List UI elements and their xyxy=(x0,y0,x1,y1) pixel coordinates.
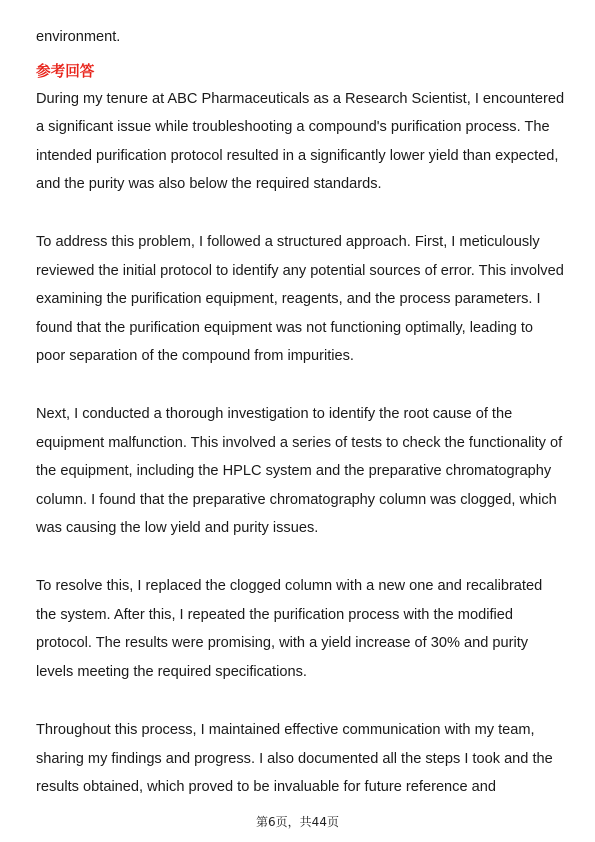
paragraph-line: equipment malfunction. This involved a series of tests to check the functionality of xyxy=(36,435,563,451)
paragraph-line: was causing the low yield and purity issues. xyxy=(36,520,319,536)
paragraph-line: column. I found that the preparative chromatography column was clogged, which xyxy=(36,492,557,508)
answer-heading: 参考回答 xyxy=(36,63,95,80)
paragraph-line: examining the purification equipment, reagents, and the process parameters. I xyxy=(36,291,541,307)
paragraph-line: levels meeting the required specifications. xyxy=(36,664,307,680)
paragraph-line: the system. After this, I repeated the purification process with the modified xyxy=(36,607,513,623)
paragraph-line: Throughout this process, I maintained effective communication with my team, xyxy=(36,722,535,738)
paragraph-line: protocol. The results were promising, with a yield increase of 30% and purity xyxy=(36,635,529,651)
intro-line: environment. xyxy=(36,29,121,45)
paragraph-line: the equipment, including the HPLC system and the preparative chromatography xyxy=(36,463,552,479)
paragraph-line: a significant issue while troubleshooting a compound's purification process. The xyxy=(36,119,550,135)
paragraph-line: intended purification protocol resulted in a significantly lower yield than expected, xyxy=(36,148,559,164)
paragraph-line: results obtained, which proved to be invaluable for future reference and xyxy=(36,779,496,795)
paragraph-line: sharing my findings and progress. I also documented all the steps I took and the xyxy=(36,751,553,767)
paragraph-line: reviewed the initial protocol to identify any potential sources of error. This involved xyxy=(36,263,564,279)
paragraph-line: Next, I conducted a thorough investigation to identify the root cause of the xyxy=(36,406,513,422)
paragraph-line: found that the purification equipment was not functioning optimally, leading to xyxy=(36,320,534,336)
paragraph-line: To resolve this, I replaced the clogged column with a new one and recalibrated xyxy=(36,578,543,594)
page-number-footer: 第6页，共44页 xyxy=(256,815,339,829)
paragraph-line: and the purity was also below the required standards. xyxy=(36,176,382,192)
paragraph-line: poor separation of the compound from impurities. xyxy=(36,348,354,364)
paragraph-line: During my tenure at ABC Pharmaceuticals as a Research Scientist, I encountered xyxy=(36,91,565,107)
paragraph-line: To address this problem, I followed a structured approach. First, I meticulously xyxy=(36,234,540,250)
